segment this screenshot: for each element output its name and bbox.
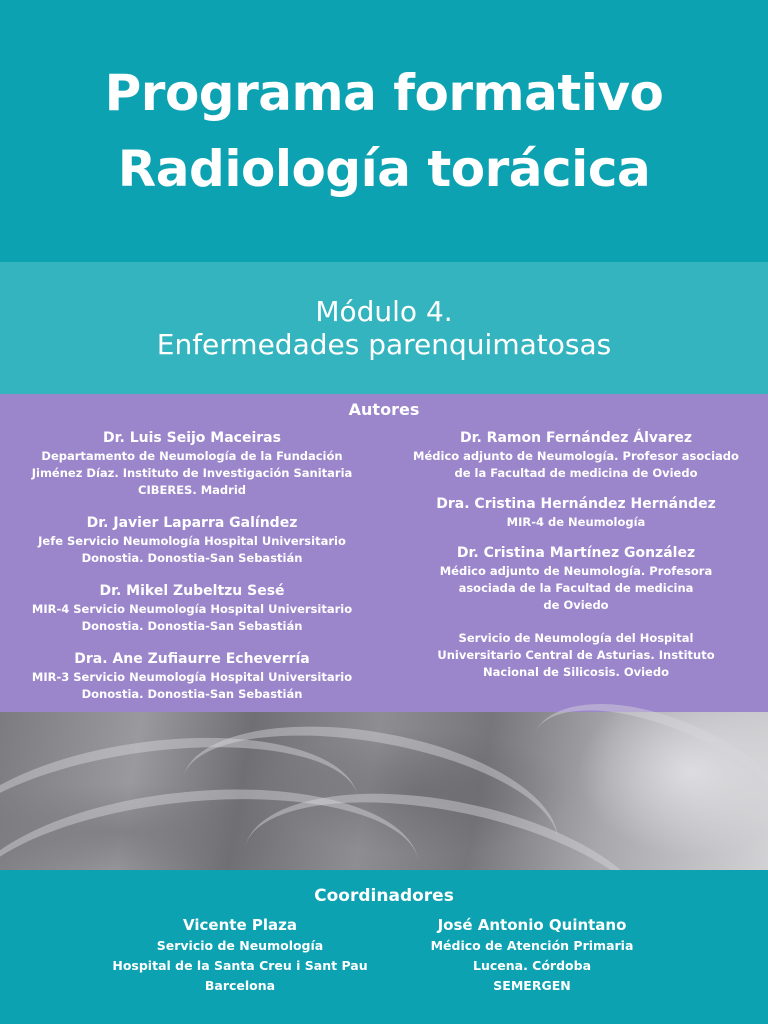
title-line-2: Radiología torácica (117, 140, 651, 198)
chest-xray-image (0, 712, 768, 870)
author-entry (384, 494, 768, 531)
author-entry (0, 513, 384, 567)
author-name: Dr. Javier Laparra Galíndez (86, 515, 298, 531)
authors-heading: Autores (348, 400, 420, 419)
authors-right-column (384, 428, 768, 681)
author-affiliation: Médico adjunto de Neumología. Profesor asociado de la Facultad de medicina de Oviedo (413, 449, 739, 480)
coordinator-name: Vicente Plaza (183, 916, 297, 934)
author-name: Dr. Cristina Martínez González (456, 545, 696, 561)
coordinator-society: SEMERGEN (493, 978, 571, 993)
coordinators-heading: Coordinadores (314, 886, 454, 906)
module-title: Enfermedades parenquimatosas (156, 328, 612, 361)
coordinator-entry (340, 914, 724, 996)
coordinator-name: José Antonio Quintano (437, 916, 627, 934)
authors-left-column (0, 428, 384, 717)
author-entry (0, 428, 384, 499)
author-name: Dra. Ane Zufiaurre Echeverría (74, 651, 310, 667)
author-affiliation: MIR-4 Servicio Neumología Hospital Universitario Donostia. Donostia-San Sebastián (31, 602, 353, 633)
author-affiliation: Médico adjunto de Neumología. Profesora asociada de la Facultad de medicina de Oviedo (439, 564, 713, 612)
author-entry (384, 543, 768, 614)
coordinator-city: Barcelona (204, 978, 276, 993)
module-block (0, 262, 768, 394)
title-line-1: Programa formativo (104, 64, 664, 122)
title-block (0, 0, 768, 262)
author-entry (0, 649, 384, 703)
author-name: Dr. Luis Seijo Maceiras (103, 430, 281, 446)
author-affiliation: Jefe Servicio Neumología Hospital Universitario Donostia. Donostia-San Sebastián (38, 534, 346, 565)
coordinator-city: Lucena. Córdoba (472, 958, 592, 973)
coordinator-role: Médico de Atención Primaria (430, 938, 634, 953)
author-name: Dr. Ramon Fernández Álvarez (459, 430, 693, 446)
author-affiliation: MIR-3 Servicio Neumología Hospital Universitario Donostia. Donostia-San Sebastián (31, 670, 353, 701)
author-name: Dr. Mikel Zubeltzu Sesé (99, 583, 285, 599)
coordinator-institution: Hospital de la Santa Creu i Sant Pau (112, 958, 368, 973)
author-affiliation: MIR-4 de Neumología (506, 515, 646, 529)
author-entry (384, 428, 768, 482)
author-name: Dra. Cristina Hernández Hernández (436, 496, 716, 512)
author-affiliation: Departamento de Neumología de la Fundación Jiménez Díaz. Instituto de Investigación Sanitaria CIBERES. Madrid (31, 449, 353, 497)
author-entry (0, 581, 384, 635)
module-number: Módulo 4. (315, 295, 453, 328)
institution-note: Servicio de Neumología del Hospital Universitario Central de Asturias. Instituto Nacional de Silicosis. Oviedo (437, 631, 715, 679)
coordinator-department: Servicio de Neumología (156, 938, 324, 953)
